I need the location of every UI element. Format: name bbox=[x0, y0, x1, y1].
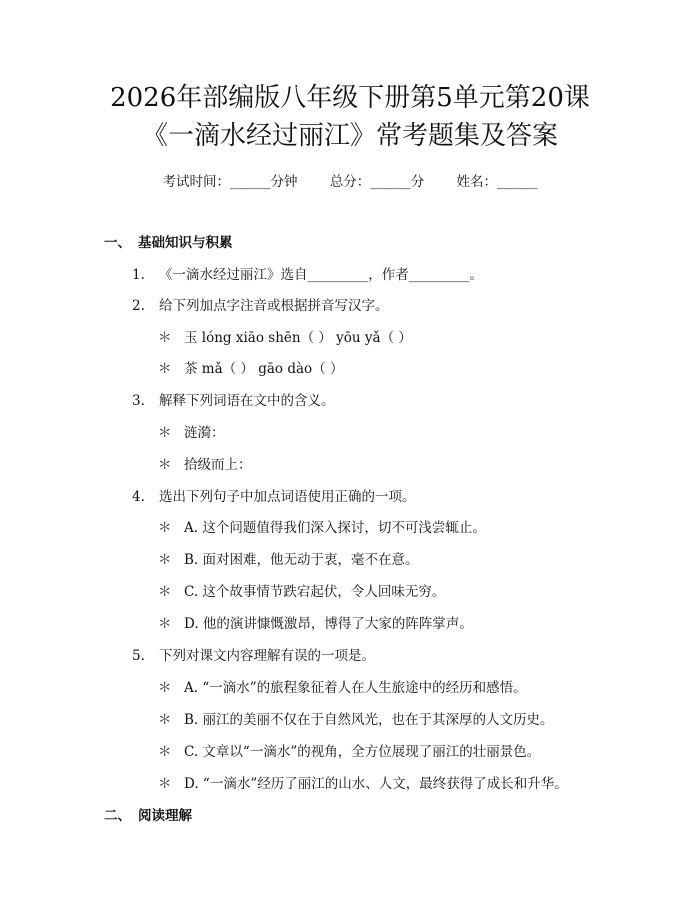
question-text: 解释下列词语在文中的含义。 bbox=[159, 393, 335, 409]
bullet-icon: ＊ bbox=[158, 584, 172, 600]
item-text: 拾级而上： bbox=[184, 457, 252, 473]
bullet-icon: ＊ bbox=[158, 776, 172, 792]
section-heading-1 bbox=[104, 231, 233, 251]
title-line-1: 2026年部编版八年级下册第5单元第20课 bbox=[110, 83, 590, 113]
bullet-icon: ＊ bbox=[158, 744, 172, 760]
question-number: 5. bbox=[132, 648, 145, 664]
list-item bbox=[158, 740, 540, 760]
bullet-icon: ＊ bbox=[158, 425, 172, 441]
exam-info bbox=[0, 170, 700, 190]
exam-score: 总分：______分 bbox=[329, 174, 425, 190]
bullet-icon: ＊ bbox=[158, 520, 172, 536]
question-4 bbox=[132, 485, 416, 505]
list-item bbox=[158, 421, 225, 441]
list-item bbox=[158, 676, 527, 696]
bullet-icon: ＊ bbox=[158, 457, 172, 473]
item-text: 涟漪： bbox=[184, 425, 225, 441]
list-item bbox=[158, 548, 419, 568]
question-text: 下列对课文内容理解有误的一项是。 bbox=[159, 648, 375, 664]
bullet-icon: ＊ bbox=[158, 330, 172, 346]
question-2 bbox=[132, 294, 389, 314]
section-title: 阅读理解 bbox=[138, 808, 192, 824]
item-text: C. 文章以“一滴水”的视角，全方位展现了丽江的壮丽景色。 bbox=[184, 744, 541, 760]
exam-time: 考试时间：______分钟 bbox=[162, 174, 298, 190]
item-text: 玉 lóng xiāo shēn（ ） yōu yǎ（ ） bbox=[184, 330, 412, 346]
question-3 bbox=[132, 389, 335, 409]
bullet-icon: ＊ bbox=[158, 680, 172, 696]
list-item bbox=[158, 772, 568, 792]
item-text: 茶 mǎ（ ） gāo dào（ ） bbox=[184, 361, 344, 377]
list-item bbox=[158, 357, 343, 377]
list-item bbox=[158, 453, 252, 473]
section-title: 基础知识与积累 bbox=[138, 235, 233, 251]
list-item bbox=[158, 708, 554, 728]
question-number: 4. bbox=[132, 489, 145, 505]
question-5 bbox=[132, 644, 375, 664]
list-item bbox=[158, 326, 412, 346]
section-number: 一、 bbox=[104, 235, 131, 251]
title-line-2: 《一滴水经过丽江》常考题集及答案 bbox=[141, 121, 558, 151]
section-number: 二、 bbox=[104, 808, 131, 824]
question-number: 3. bbox=[132, 393, 145, 409]
question-number: 2. bbox=[132, 298, 145, 314]
question-text: 给下列加点字注音或根据拼音写汉字。 bbox=[159, 298, 389, 314]
bullet-icon: ＊ bbox=[158, 616, 172, 632]
section-heading-2 bbox=[104, 804, 192, 824]
item-text: B. 面对困难，他无动于衷，毫不在意。 bbox=[184, 552, 419, 568]
bullet-icon: ＊ bbox=[158, 361, 172, 377]
list-item bbox=[158, 580, 445, 600]
item-text: D. 他的演讲慷慨激昂，博得了大家的阵阵掌声。 bbox=[184, 616, 473, 632]
question-text: 选出下列句子中加点词语使用正确的一项。 bbox=[159, 489, 416, 505]
list-item bbox=[158, 516, 486, 536]
question-text: 《一滴水经过丽江》选自_________，作者_________。 bbox=[159, 267, 483, 283]
question-1 bbox=[132, 263, 483, 283]
bullet-icon: ＊ bbox=[158, 552, 172, 568]
item-text: C. 这个故事情节跌宕起伏，令人回味无穷。 bbox=[184, 584, 446, 600]
item-text: B. 丽江的美丽不仅在于自然风光，也在于其深厚的人文历史。 bbox=[184, 712, 554, 728]
item-text: A. “一滴水”的旅程象征着人在人生旅途中的经历和感悟。 bbox=[184, 680, 527, 696]
exam-name: 姓名：______ bbox=[456, 174, 538, 190]
item-text: A. 这个问题值得我们深入探讨，切不可浅尝辄止。 bbox=[184, 520, 486, 536]
bullet-icon: ＊ bbox=[158, 712, 172, 728]
item-text: D. “一滴水”经历了丽江的山水、人文，最终获得了成长和升华。 bbox=[184, 776, 568, 792]
question-number: 1. bbox=[132, 267, 145, 283]
list-item bbox=[158, 612, 473, 632]
